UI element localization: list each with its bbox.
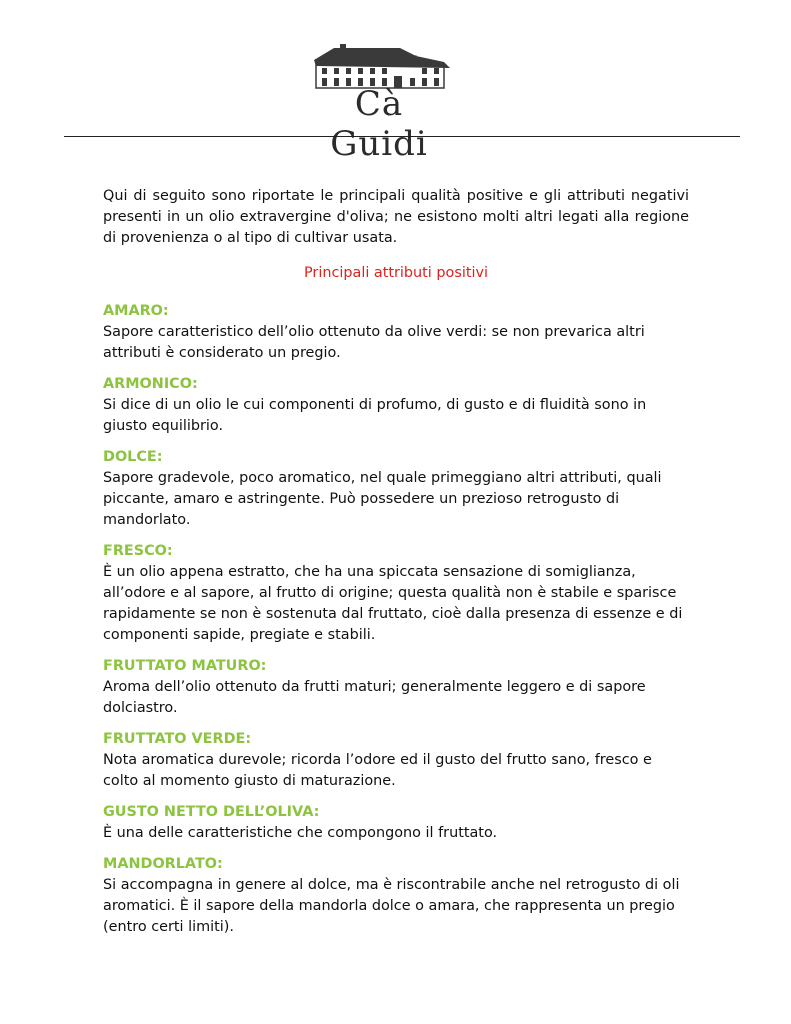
attribute-definition: Sapore caratteristico dell’olio ottenuto da olive verdi: se non prevarica altri attributi è considerato un pregio. xyxy=(103,324,645,361)
attribute-definition: Aroma dell’olio ottenuto da frutti maturi; generalmente leggero e di sapore dolciastro. xyxy=(103,679,646,716)
attribute-definition: È un olio appena estratto, che ha una spiccata sensazione di somiglianza, all’odore e al sapore, al frutto di origine; questa qualità non è stabile e sparisce rapidamente se non è sostenuta dal fruttato, cioè dalla presenza di essenze e di componenti sapide, pregiate e stabili. xyxy=(103,564,683,643)
attribute-term: DOLCE: xyxy=(103,449,163,465)
attribute-definition: Sapore gradevole, poco aromatico, nel quale primeggiano altri attributi, quali piccante, amaro e astringente. Può possedere un prezioso retrogusto di mandorlato. xyxy=(103,470,662,528)
attribute-term: FRUTTATO VERDE: xyxy=(103,731,252,747)
attribute-entry xyxy=(103,447,689,531)
attribute-entry xyxy=(103,854,689,938)
section-title: Principali attributi positivi xyxy=(304,265,488,281)
logo xyxy=(304,40,454,164)
attribute-term: MANDORLATO: xyxy=(103,856,223,872)
attribute-term: GUSTO NETTO DELL’OLIVA: xyxy=(103,804,320,820)
attribute-definition: Si accompagna in genere al dolce, ma è riscontrabile anche nel retrogusto di oli aromatici. È il sapore della mandorla dolce o amara, che rappresenta un pregio (entro certi limiti). xyxy=(103,877,680,935)
farmhouse-logo-icon xyxy=(304,40,454,90)
attribute-entry xyxy=(103,656,689,719)
header-divider xyxy=(64,136,740,137)
intro-paragraph: Qui di seguito sono riportate le principali qualità positive e gli attributi negativi presenti in un olio extravergine d'oliva; ne esistono molti altri legati alla regione di provenienza o al tipo di cultivar usata. xyxy=(103,188,689,246)
attribute-entry xyxy=(103,541,689,646)
logo-wordmark: Cà Guidi xyxy=(330,84,428,164)
attribute-definition: È una delle caratteristiche che compongono il fruttato. xyxy=(103,825,498,841)
document-body xyxy=(103,186,689,948)
attribute-entry xyxy=(103,802,689,844)
attribute-entry xyxy=(103,301,689,364)
attribute-entry xyxy=(103,374,689,437)
attribute-definition: Nota aromatica durevole; ricorda l’odore ed il gusto del frutto sano, fresco e colto al momento giusto di maturazione. xyxy=(103,752,652,789)
attribute-term: FRUTTATO MATURO: xyxy=(103,658,267,674)
attribute-term: FRESCO: xyxy=(103,543,173,559)
attribute-term: AMARO: xyxy=(103,303,169,319)
attribute-term: ARMONICO: xyxy=(103,376,198,392)
attribute-entry xyxy=(103,729,689,792)
attribute-definition: Si dice di un olio le cui componenti di profumo, di gusto e di fluidità sono in giusto equilibrio. xyxy=(103,397,647,434)
